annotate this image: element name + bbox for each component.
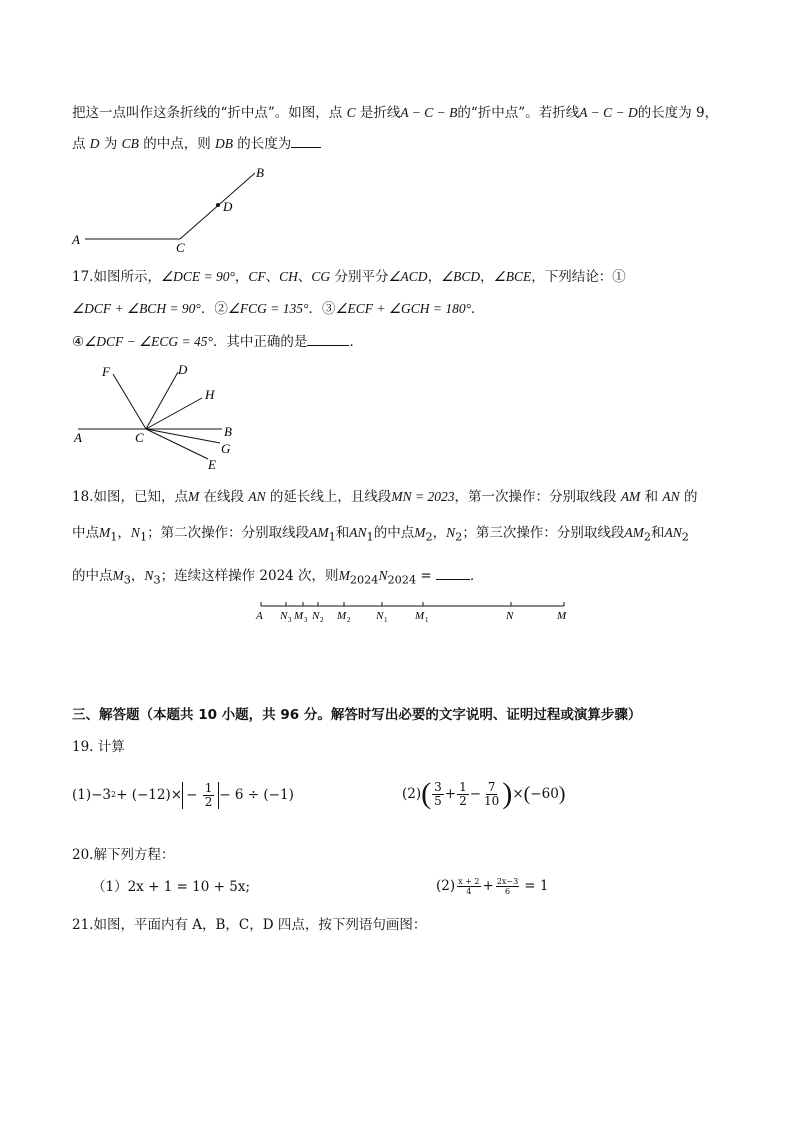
text: ，下列结论：① xyxy=(531,269,626,285)
var: AM xyxy=(620,489,641,504)
sub: 2 xyxy=(347,616,351,624)
text: + xyxy=(444,786,457,802)
subscript: 1 xyxy=(328,530,336,544)
text: ．③ xyxy=(308,301,336,317)
subscript: 1 xyxy=(139,530,148,544)
label-b: B xyxy=(224,424,232,439)
text: = 1 xyxy=(524,878,549,894)
fraction xyxy=(482,781,501,808)
den: 4 xyxy=(466,886,472,896)
text: 是折线 xyxy=(355,105,401,121)
num: 2x−3 xyxy=(496,876,519,886)
text: 和 xyxy=(335,525,350,541)
text: − 6 ÷ (−1) xyxy=(219,787,294,803)
var: D xyxy=(89,136,100,151)
var: AN xyxy=(662,489,680,504)
var: C xyxy=(346,105,356,120)
text: ． xyxy=(470,568,484,584)
var: N xyxy=(378,568,388,583)
label-b: B xyxy=(256,165,264,180)
point-labels xyxy=(255,610,567,624)
sub: 3 xyxy=(288,616,292,624)
var: DB xyxy=(215,136,233,151)
subscript: 1 xyxy=(110,530,118,544)
fraction xyxy=(496,877,519,896)
q18-number-line xyxy=(250,598,580,628)
paren: ) xyxy=(502,777,513,810)
var: CG xyxy=(311,269,331,284)
text: ， xyxy=(432,525,447,541)
var: CB xyxy=(121,136,139,151)
text: × xyxy=(512,786,524,802)
text: 的中点，则 xyxy=(138,136,215,152)
var: M xyxy=(338,568,350,583)
answer-blank xyxy=(291,134,321,148)
var: N xyxy=(446,525,456,540)
subscript: 2024 xyxy=(387,573,417,587)
var: A − C − D xyxy=(579,105,638,120)
q19-part1 xyxy=(72,780,294,810)
text: ， xyxy=(427,269,442,285)
label-f: F xyxy=(102,364,110,379)
var: CH xyxy=(279,269,298,284)
label-e: E xyxy=(208,457,216,472)
answer-blank xyxy=(436,566,470,580)
absolute-value xyxy=(182,782,219,809)
text: ，第一次操作：分别取线段 xyxy=(454,489,621,505)
var: N xyxy=(144,568,154,583)
text: 的中点 xyxy=(373,525,415,541)
subscript: 2 xyxy=(681,530,689,544)
q18-line-2 xyxy=(72,524,689,547)
label-c: C xyxy=(135,430,144,445)
text: 18.如图，已知，点 xyxy=(72,489,188,505)
text: ．② xyxy=(200,301,228,317)
text: 和 xyxy=(651,525,665,541)
text: 17.如图所示， xyxy=(72,269,161,285)
q20-title: 20.解下列方程： xyxy=(72,847,175,863)
paren: ) xyxy=(558,783,566,805)
var: M xyxy=(112,568,124,583)
var: ∠FCG = 135° xyxy=(227,301,309,316)
fraction xyxy=(432,781,444,808)
var: M xyxy=(99,525,111,540)
text: ， xyxy=(480,269,494,285)
q19-part2 xyxy=(402,776,565,812)
text: − xyxy=(469,786,482,802)
subscript: 2024 xyxy=(349,573,379,587)
q17-figure xyxy=(66,358,256,476)
q16-figure xyxy=(60,160,290,255)
var: A − C − B xyxy=(400,105,458,120)
den: 2 xyxy=(459,793,467,808)
text: −60 xyxy=(530,786,559,802)
text: ；第三次操作：分别取线段 xyxy=(462,525,625,541)
text: ， xyxy=(234,269,249,285)
point-d xyxy=(216,203,220,207)
var: ∠ECF + ∠GCH = 180° xyxy=(335,301,472,316)
text: + (−12)× xyxy=(116,787,183,803)
label-a: A xyxy=(74,430,82,445)
num: x + 2 xyxy=(458,876,480,886)
subscript: 3 xyxy=(123,573,131,587)
label-h: H xyxy=(205,387,215,402)
var: ∠BCD xyxy=(441,269,481,284)
subscript: 3 xyxy=(153,573,161,587)
text: ．其中正确的是 xyxy=(212,334,308,350)
q21-text: 21.如图，平面内有 A，B，C，D 四点，按下列语句画图： xyxy=(72,917,427,933)
text: 的长度为 xyxy=(233,136,292,152)
fraction xyxy=(457,877,480,896)
part-label: （1） xyxy=(92,879,128,895)
text: 的长度为 9， xyxy=(637,105,719,121)
subscript: 2 xyxy=(455,530,463,544)
var: CF xyxy=(248,269,266,284)
text: 中点 xyxy=(72,525,99,541)
text: 和 xyxy=(640,489,663,505)
den: 10 xyxy=(484,793,500,808)
section-heading: 三、解答题（本题共 10 小题，共 96 分。解答时写出必要的文字说明、证明过程或演算步骤） xyxy=(72,707,642,723)
subscript: 1 xyxy=(366,530,374,544)
text: ；连续这样操作 2024 次，则 xyxy=(160,568,339,584)
text: − xyxy=(186,786,198,803)
part-label: (1) xyxy=(72,787,92,803)
q19-title: 19. 计算 xyxy=(72,739,125,755)
text: 点 xyxy=(72,136,90,152)
var: ∠BCE xyxy=(493,269,532,284)
label-a: A xyxy=(72,232,80,247)
text: 的中点 xyxy=(72,568,113,584)
num: 1 xyxy=(459,779,467,794)
label-d: D xyxy=(223,199,233,214)
text: 的 xyxy=(679,489,698,505)
subscript: 2 xyxy=(643,530,651,544)
text: ． xyxy=(349,334,363,350)
var: MN = 2023 xyxy=(391,489,455,504)
q17-line-1 xyxy=(72,268,626,286)
fraction xyxy=(203,782,215,809)
fraction xyxy=(457,781,469,808)
text: 分别平分 xyxy=(330,269,389,285)
text: 、 xyxy=(265,269,280,285)
q20-part2 xyxy=(436,874,548,898)
paren: ( xyxy=(523,783,531,805)
label-a: A xyxy=(256,610,263,622)
text: + xyxy=(482,878,494,894)
part-label: (2) xyxy=(402,786,422,802)
num: 7 xyxy=(487,779,496,794)
label-m1: M xyxy=(415,610,425,622)
answer-blank xyxy=(307,332,349,346)
label-n3: N xyxy=(280,610,288,622)
part-label: (2) xyxy=(436,878,456,894)
label-m: M xyxy=(557,610,567,622)
q16-line-1 xyxy=(72,104,718,122)
label-n: N xyxy=(506,610,514,622)
label-g: G xyxy=(221,441,231,456)
text: 、 xyxy=(297,269,312,285)
exponent: 2 xyxy=(111,790,117,799)
label-d: D xyxy=(178,362,188,377)
label-n2: N xyxy=(312,610,320,622)
text: 的“折中点”。若折线 xyxy=(457,105,580,121)
text: 为 xyxy=(99,136,122,152)
tick-marks xyxy=(261,602,564,606)
sub: 3 xyxy=(304,616,308,624)
sub: 2 xyxy=(320,616,324,624)
label-m3: M xyxy=(294,610,304,622)
ray-ce xyxy=(146,429,208,459)
var: ∠DCF − ∠ECG = 45° xyxy=(84,334,213,349)
ray-cg xyxy=(146,429,220,443)
q16-line-2 xyxy=(72,134,321,153)
var: ∠DCF + ∠BCH = 90° xyxy=(72,301,201,316)
label-n1: N xyxy=(376,610,384,622)
q18-line-3 xyxy=(72,566,484,590)
var: N xyxy=(130,525,140,540)
var: AM xyxy=(624,525,644,540)
text: 把这一点叫作这条折线的“折中点”。如图，点 xyxy=(72,105,347,121)
equation: 2x + 1 = 10 + 5x; xyxy=(127,879,250,895)
den: 6 xyxy=(504,886,511,896)
var: M xyxy=(414,525,426,540)
var: M xyxy=(187,489,200,504)
var: ∠ACD xyxy=(388,269,428,284)
q17-line-3 xyxy=(72,332,363,351)
paren: ( xyxy=(421,777,432,810)
den: 5 xyxy=(434,793,442,808)
den: 2 xyxy=(204,794,213,809)
text: 在线段 xyxy=(199,489,249,505)
text: 的延长线上，且线段 xyxy=(265,489,392,505)
num: 1 xyxy=(204,780,213,795)
sub: 1 xyxy=(384,616,388,624)
text: = xyxy=(416,568,437,584)
var: AN xyxy=(248,489,266,504)
var: ∠DCE = 90° xyxy=(160,269,235,284)
text: ；第二次操作：分别取线段 xyxy=(147,525,310,541)
text: −3 xyxy=(91,787,112,803)
sub: 1 xyxy=(425,616,429,624)
num: 3 xyxy=(434,779,442,794)
q18-line-1 xyxy=(72,488,697,506)
var: AN xyxy=(664,525,682,540)
text: ， xyxy=(117,525,131,541)
subscript: 2 xyxy=(425,530,433,544)
text: ， xyxy=(130,568,145,584)
ray-cf xyxy=(113,374,146,429)
var: AM xyxy=(309,525,329,540)
label-c: C xyxy=(176,240,185,255)
var: AN xyxy=(349,525,367,540)
q20-part1 xyxy=(92,878,250,896)
text: ④ xyxy=(72,334,85,350)
text: ． xyxy=(471,301,485,317)
label-m2: M xyxy=(337,610,347,622)
q17-line-2 xyxy=(72,300,485,318)
